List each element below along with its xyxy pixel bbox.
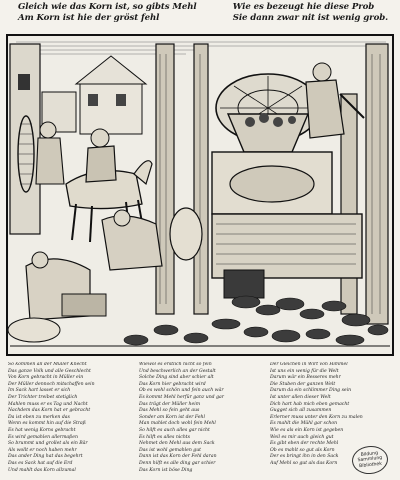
verse-line: Und beschwerlich an der Gestalt [139, 368, 216, 374]
left-building [10, 44, 40, 234]
broadsheet-header [18, 2, 388, 32]
header-left-line-1: Gleich wie das Korn ist, so gibts Mehl [18, 2, 197, 12]
header-right-line-2: Sie dann zwar nit ist wenig grob. [232, 13, 388, 23]
verse-line: Das ander Ding hat das begehrt [8, 454, 83, 460]
verse-line: Dich hart hab mich eben gemacht [270, 401, 350, 407]
verse-line: Nachdem das Korn hat er gebracht [8, 408, 91, 414]
verse-line: Nehmet den Mehl aus dem Sack [139, 441, 215, 447]
verse-line: Mahlen muss er es Tag und Nacht [8, 401, 88, 407]
verse-line: Und mahlt das Korn allzumal [8, 467, 76, 473]
verse-line: Es hat wenig Korns gebracht [8, 427, 76, 433]
verse-line: Es kommt Mehl herfür ganz und gar [139, 394, 224, 400]
header-left-line-2: Am Korn ist hie der gröst fehl [18, 13, 160, 23]
verse-line: Das trägt der Müller heim [139, 401, 201, 407]
header-right-line-1: Wie es bezeugt hie diese Prob [232, 2, 375, 12]
verse-line: Von Korn gebracht in Müller ein [8, 375, 84, 381]
verse-line: So hilft es auch alles gar nicht [139, 427, 210, 433]
verse-line: Im Sack hart lasset er sich [8, 388, 71, 394]
verse-line: Der Trichter treibet stetiglich [8, 394, 78, 400]
verse-line: Das ist wohl gemahlen gut [139, 447, 202, 453]
verse-column-1 [8, 362, 130, 474]
verse-line: Dann ist das Korn der Fehl daran [139, 454, 217, 460]
verse-line: Wie es als ein Korn ist gegeben [270, 427, 344, 433]
verse-line: Erlerner muss unter den Korn zu malen [270, 414, 363, 420]
verse-line: Ob es wohl schön und fein auch wär [139, 388, 224, 394]
verse-line: Darum wär ein Besseres mehr [270, 375, 341, 381]
verse-line: Denn hilft es alle ding gar schier [139, 460, 216, 466]
verse-line: Ist uns ein wenig für die Welt [270, 368, 339, 374]
verse-line: Da ist eben zu merken das [8, 414, 70, 420]
header-left [18, 2, 197, 32]
verse-line: Der Müller dennoch mitschaffen sein [8, 381, 95, 387]
verse-line: Ob es mahlt so gut als Korn [270, 447, 335, 453]
verse-line: Das es Sack hat auf die Erd [8, 460, 73, 466]
woodcut-mill-scene [6, 34, 394, 356]
verse-line: So brummt und grollet als ein Bär [8, 441, 88, 447]
verse-line: Es mahlt die Mühl gar schon [270, 421, 338, 427]
verse-line: Es gibt eben der rechte Mehl [270, 441, 339, 447]
verse-line: Es hilft es alles nichts [139, 434, 190, 440]
stamp-line: Sammlung [357, 456, 383, 464]
verse-line: Der Gleichen in Wirt von Himmel [270, 362, 348, 367]
header-right [233, 2, 388, 32]
verse-line: Wenn es kommt hin auf die Straß [8, 421, 86, 427]
verse-line: Gugget sich all zusammen [270, 408, 332, 414]
verse-line: Ist unter allen dieser Welt [270, 394, 331, 400]
verse-line: So kommen all der Müller Knecht [8, 362, 87, 367]
verse-line: Sonder am Korn ist der Fehl [139, 414, 205, 420]
verse-line: Die Stuben der ganzen Welt [270, 381, 336, 387]
verse-column-2 [139, 362, 261, 474]
verse-line: Solche Ding sind aber schier alt [139, 375, 214, 381]
verse-line: Weil es mir auch gleich gut [270, 434, 334, 440]
verse-line: Das Korn ist böse Ding [139, 467, 193, 473]
verse-line: Auf Mehl so gut als das Korn [270, 460, 338, 466]
verse-line: Wiewol es erstlich nicht so fein [139, 362, 212, 367]
verse-line: Es wird gemahlen allermaßen [8, 434, 78, 440]
verse-line: Das ganze Volk und alle Geschlecht [8, 368, 91, 374]
verse-line: Darum da ein schlimmer Ding sein [270, 388, 352, 394]
stamp-line: Bibliothek [358, 461, 383, 469]
woodcut-illustration [6, 34, 394, 356]
verse-line: Als wollt er noch haben mehr [8, 447, 77, 453]
verse-line: Der es bringt ihn in den Sack [270, 454, 339, 460]
verse-line: Man mahlet doch wohl fein Mehl [139, 421, 216, 427]
verse-line: Das Korn hier gebracht wird [139, 381, 206, 387]
verse-columns [8, 362, 392, 474]
verse-line: Das Mehl so fein geht aus [139, 408, 200, 414]
stamp-line: Bildung [360, 451, 379, 458]
